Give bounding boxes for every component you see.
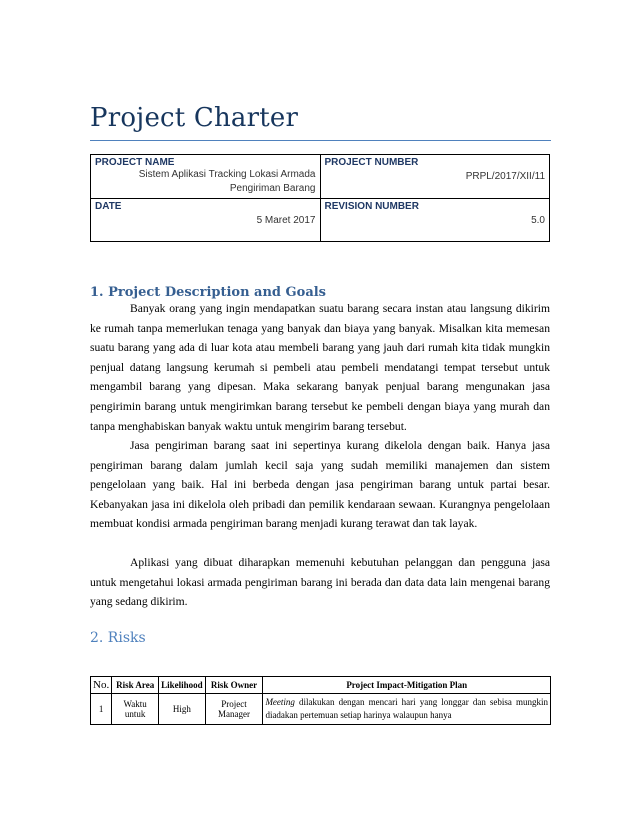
document-title: Project Charter (90, 103, 299, 133)
project-name-value: Sistem Aplikasi Tracking Lokasi Armada Pengiriman Barang (138, 169, 316, 194)
project-number-value: PRPL/2017/XII/11 (465, 171, 545, 182)
risks-header-no: No. (91, 677, 112, 694)
risks-header-risk-owner: Risk Owner (205, 677, 263, 694)
title-divider (90, 140, 551, 141)
risks-table (90, 676, 551, 725)
description-paragraph-1: Banyak orang yang ingin mendapatkan suatu barang secara instan atau langsung dikirim ke rumah tanpa memerlukan tenaga yang banyak dan biaya yang banyak. Misalkan kita memesan suatu barang yang ada di luar kota atau membeli barang yang jauh dari rumah kita tidak mungkin penjual datang langsung kerumah si pembeli atau pembeli mendatangi tempat tersebut untuk mengambil barang yang dipesan. Maka sekarang banyak penjual barang mengunakan jasa pengirimin barang untuk mengirimkan barang tersebut ke pembeli dengan biaya yang murah dan tanpa menghabiskan banyak waktu untuk mengirim barang tersebut. (90, 302, 550, 433)
risks-header-likelihood: Likelihood (159, 677, 206, 694)
risk-plan-text: dilakukan dengan mencari hari yang longgar dan sebisa mungkin diadakan pertemuan setiap harinya walaupun hanya (265, 697, 548, 720)
risk-owner: Project Manager (205, 694, 263, 725)
project-name-cell (91, 155, 321, 199)
date-value: 5 Maret 2017 (256, 215, 316, 226)
revision-number-cell (320, 199, 550, 242)
date-label: DATE (95, 201, 122, 212)
risk-likelihood: High (159, 694, 206, 725)
date-cell (91, 199, 321, 242)
risk-plan-italic: Meeting (265, 697, 295, 707)
risk-no: 1 (91, 694, 112, 725)
project-name-label: PROJECT NAME (95, 157, 175, 168)
risks-header-row (91, 677, 551, 694)
table-row (91, 694, 551, 725)
risks-header-risk-area: Risk Area (112, 677, 159, 694)
risks-header-plan: Project Impact-Mitigation Plan (263, 677, 551, 694)
description-paragraph-2: Jasa pengiriman barang saat ini sepertinya kurang dikelola dengan baik. Hanya jasa pengiriman barang dalam jumlah kecil saja yang sudah memiliki manajemen dan sistem pengelolaan yang baik. Hal ini berbeda dengan jasa pengiriman barang untuk partai besar. Kebanyakan jasa ini dikelola oleh pribadi dan pemilik kendaraan sewaan. Kurangnya pengelolaan membuat kondisi armada pengiriman barang menjadi kurang terawat dan tak layak. (90, 439, 550, 531)
section-heading-description: 1. Project Description and Goals (90, 285, 327, 300)
charter-info-table (90, 154, 550, 242)
risk-plan (263, 694, 551, 725)
project-number-cell (320, 155, 550, 199)
risk-area: Waktu untuk (112, 694, 159, 725)
project-number-label: PROJECT NUMBER (324, 157, 419, 168)
revision-number-value: 5.0 (531, 215, 545, 226)
section-heading-risks: 2. Risks (90, 630, 146, 646)
description-paragraph-3: Aplikasi yang dibuat diharapkan memenuhi kebutuhan pelanggan dan pengguna jasa untuk mengetahui lokasi armada pengiriman barang ini berada dan data data lain mengenai barang yang sedang dikirim. (90, 556, 550, 609)
revision-number-label: REVISION NUMBER (324, 201, 419, 212)
